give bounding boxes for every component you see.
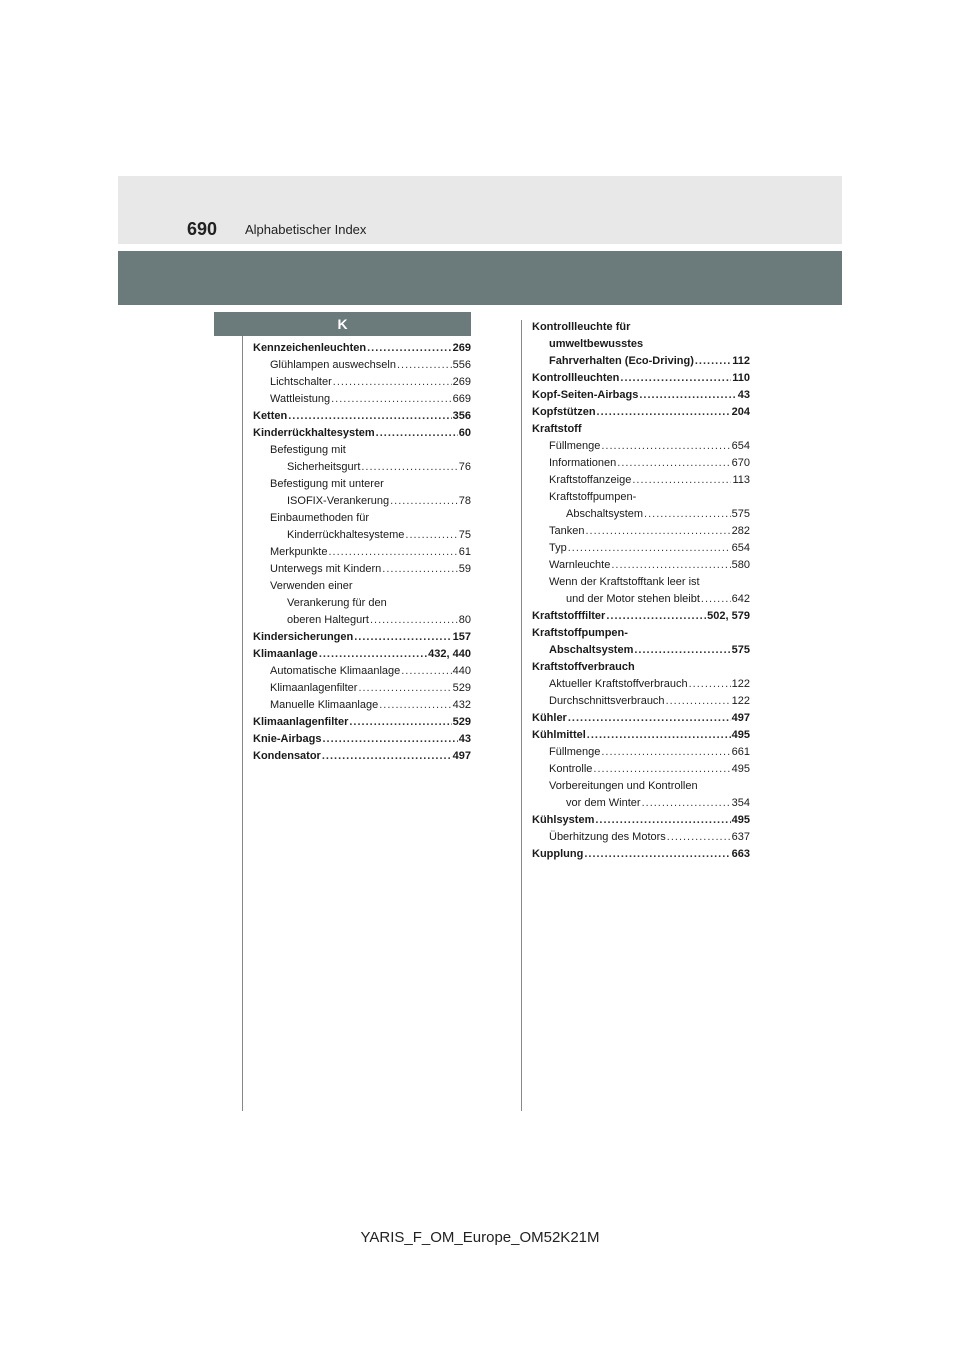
index-entry-term: ISOFIX-Verankerung: [287, 495, 390, 507]
index-entry: [532, 829, 750, 846]
dot-leader: [593, 761, 730, 778]
index-entry-term: Aktueller Kraftstoffverbrauch: [549, 678, 688, 690]
index-entry: [253, 697, 471, 714]
index-entry-page: 76: [458, 461, 471, 473]
index-entry-page: 432, 440: [428, 648, 471, 660]
index-entry-term: Fahrverhalten (Eco-Driving): [549, 355, 694, 367]
index-entry: [532, 472, 750, 489]
index-entry: [253, 357, 471, 374]
index-column-right: [532, 319, 750, 863]
index-entry: [253, 561, 471, 578]
dot-leader: [597, 404, 731, 421]
index-entry-term: Kühlsystem: [532, 814, 595, 826]
index-entry-page: 440: [452, 665, 471, 677]
dot-leader: [689, 676, 731, 693]
index-entry: [253, 459, 471, 476]
index-entry-page: 110: [732, 372, 750, 384]
dot-leader: [568, 710, 731, 727]
dot-leader: [358, 680, 451, 697]
dot-leader: [601, 438, 730, 455]
index-entry-term: oberen Haltegurt: [287, 614, 369, 626]
index-entry: [532, 353, 750, 370]
index-entry-page: 529: [452, 682, 471, 694]
index-entry-term: Kraftstofffilter: [532, 610, 606, 622]
index-entry-term: und der Motor stehen bleibt: [566, 593, 700, 605]
index-entry-page: 495: [731, 814, 750, 826]
index-entry-heading: Verwenden einer: [270, 580, 353, 592]
index-entry-page: 78: [458, 495, 471, 507]
index-entry-heading: Kraftstoff: [532, 423, 582, 435]
column-divider-left: [242, 336, 243, 1111]
dot-leader: [405, 527, 457, 544]
index-entry-page: 495: [731, 729, 750, 741]
index-entry-page: 670: [731, 457, 750, 469]
index-entry-term: Abschaltsystem: [549, 644, 634, 656]
dot-leader: [401, 663, 451, 680]
index-entry-term: Kupplung: [532, 848, 584, 860]
index-entry: [253, 748, 471, 765]
index-entry: [532, 744, 750, 761]
index-entry-heading: Wenn der Kraftstofftank leer ist: [549, 576, 700, 588]
index-entry-page: 529: [452, 716, 471, 728]
dot-leader: [568, 540, 731, 557]
index-entry-page: 575: [731, 508, 750, 520]
dot-leader: [606, 608, 706, 625]
index-entry: [532, 404, 750, 421]
index-entry-term: Ketten: [253, 410, 288, 422]
dot-leader: [632, 472, 731, 489]
index-letter-tab: K: [214, 312, 471, 336]
index-entry-page: 269: [452, 376, 471, 388]
index-entry-page: 432: [452, 699, 471, 711]
index-entry-page: 354: [731, 797, 750, 809]
index-entry: [532, 812, 750, 829]
index-entry-page: 495: [731, 763, 750, 775]
index-entry: [253, 646, 471, 663]
index-entry: [253, 663, 471, 680]
dot-leader: [667, 829, 731, 846]
dot-leader: [288, 408, 451, 425]
section-title: Alphabetischer Index: [245, 222, 367, 237]
index-entry-heading: Kraftstoffpumpen-: [549, 491, 637, 503]
index-entry-heading: Befestigung mit unterer: [270, 478, 384, 490]
index-entry-term: Abschaltsystem: [566, 508, 644, 520]
index-entry-term: Kondensator: [253, 750, 321, 762]
index-entry: [253, 629, 471, 646]
index-entry-page: 113: [732, 474, 750, 486]
index-entry-heading: Vorbereitungen und Kontrollen: [549, 780, 698, 792]
dot-leader: [397, 357, 452, 374]
index-entry-term: Warnleuchte: [549, 559, 611, 571]
index-entry-heading: Kraftstoffverbrauch: [532, 661, 635, 673]
dot-leader: [666, 693, 731, 710]
index-entry-page: 43: [737, 389, 750, 401]
index-entry-page: 502, 579: [707, 610, 750, 622]
index-entry-term: Kopf-Seiten-Airbags: [532, 389, 639, 401]
dot-leader: [390, 493, 458, 510]
dot-leader: [382, 561, 457, 578]
index-entry: [532, 795, 750, 812]
index-entry-term: Typ: [549, 542, 567, 554]
index-entry-term: Durchschnittsverbrauch: [549, 695, 665, 707]
index-entry: [532, 846, 750, 863]
index-entry-term: Automatische Klimaanlage: [270, 665, 401, 677]
index-entry-term: Überhitzung des Motors: [549, 831, 666, 843]
index-entry-term: Knie-Airbags: [253, 733, 322, 745]
dot-leader: [587, 727, 731, 744]
column-divider-right: [521, 320, 522, 1111]
index-entry-term: Kinderrückhaltesysteme: [287, 529, 405, 541]
dot-leader: [701, 591, 731, 608]
index-entry-page: 654: [731, 440, 750, 452]
dot-leader: [584, 846, 730, 863]
index-entry: [532, 727, 750, 744]
index-entry-term: Kühler: [532, 712, 567, 724]
index-entry-term: Wattleistung: [270, 393, 331, 405]
index-entry-heading: Verankerung für den: [287, 597, 387, 609]
header-band: [118, 176, 842, 244]
dot-leader: [595, 812, 730, 829]
page-number: 690: [187, 219, 218, 239]
index-entry: [532, 438, 750, 455]
index-entry: [532, 761, 750, 778]
index-entry-term: Kontrolle: [549, 763, 593, 775]
index-entry-term: Klimaanlagenfilter: [253, 716, 349, 728]
dot-leader: [642, 795, 731, 812]
dot-leader: [601, 744, 730, 761]
index-entry: [532, 370, 750, 387]
index-entry-page: 654: [731, 542, 750, 554]
index-entry-page: 580: [731, 559, 750, 571]
index-entry-heading: Befestigung mit: [270, 444, 346, 456]
index-entry-page: 661: [731, 746, 750, 758]
index-entry-heading: Kraftstoffpumpen-: [532, 627, 628, 639]
index-entry-term: Kennzeichenleuchten: [253, 342, 367, 354]
index-entry-page: 497: [452, 750, 471, 762]
index-entry: [532, 693, 750, 710]
index-entry-heading: umweltbewusstes: [549, 338, 644, 350]
index-entry-term: Füllmenge: [549, 746, 601, 758]
index-entry-term: Lichtschalter: [270, 376, 332, 388]
index-entry-page: 637: [731, 831, 750, 843]
index-entry-term: Kinderrückhaltesystem: [253, 427, 375, 439]
dot-leader: [639, 387, 736, 404]
dot-leader: [585, 523, 730, 540]
index-entry-page: 61: [458, 546, 471, 558]
index-entry: [532, 506, 750, 523]
index-entry: [253, 493, 471, 510]
index-entry-page: 269: [452, 342, 471, 354]
index-entry-term: Kindersicherungen: [253, 631, 354, 643]
index-entry: [253, 374, 471, 391]
index-entry-term: Sicherheitsgurt: [287, 461, 361, 473]
dot-leader: [322, 748, 452, 765]
dot-leader: [370, 612, 458, 629]
index-entry-page: 122: [731, 678, 750, 690]
dot-leader: [695, 353, 731, 370]
dot-leader: [376, 425, 458, 442]
index-entry-page: 642: [731, 593, 750, 605]
index-entry-page: 157: [452, 631, 471, 643]
index-entry: [253, 425, 471, 442]
index-entry: [253, 714, 471, 731]
index-entry-term: Glühlampen auswechseln: [270, 359, 396, 371]
dot-leader: [644, 506, 731, 523]
index-entry-term: Informationen: [549, 457, 617, 469]
index-entry-page: 669: [452, 393, 471, 405]
index-entry: [253, 527, 471, 544]
dot-leader: [354, 629, 451, 646]
index-entry: [253, 612, 471, 629]
index-entry-term: vor dem Winter: [566, 797, 641, 809]
index-entry: [253, 391, 471, 408]
index-entry-page: 204: [731, 406, 750, 418]
index-entry-term: Merkpunkte: [270, 546, 328, 558]
index-entry-term: Kühlmittel: [532, 729, 586, 741]
dot-leader: [617, 455, 730, 472]
index-entry-term: Unterwegs mit Kindern: [270, 563, 382, 575]
dot-leader: [611, 557, 730, 574]
index-entry: [532, 676, 750, 693]
document-code: YARIS_F_OM_Europe_OM52K21M: [360, 1229, 600, 1246]
index-entry-page: 575: [731, 644, 750, 656]
index-entry-term: Kontrollleuchten: [532, 372, 620, 384]
index-entry: [253, 340, 471, 357]
index-entry-page: 75: [458, 529, 471, 541]
index-entry-term: Manuelle Klimaanlage: [270, 699, 379, 711]
index-entry: [532, 523, 750, 540]
index-entry: [253, 731, 471, 748]
dot-leader: [331, 391, 452, 408]
dot-leader: [361, 459, 457, 476]
index-entry: [253, 544, 471, 561]
index-entry: [532, 540, 750, 557]
index-entry-page: 497: [731, 712, 750, 724]
header-bar: [118, 251, 842, 305]
index-entry: [532, 557, 750, 574]
index-entry-page: 80: [458, 614, 471, 626]
dot-leader: [367, 340, 452, 357]
index-entry-page: 356: [452, 410, 471, 422]
index-entry: [253, 680, 471, 697]
index-entry-page: 122: [731, 695, 750, 707]
index-entry-term: Klimaanlage: [253, 648, 318, 660]
index-entry-page: 43: [458, 733, 471, 745]
index-entry: [532, 710, 750, 727]
dot-leader: [634, 642, 730, 659]
index-entry-heading: Kontrollleuchte für: [532, 321, 631, 333]
index-entry-page: 663: [731, 848, 750, 860]
index-entry-heading: Einbaumethoden für: [270, 512, 370, 524]
dot-leader: [322, 731, 457, 748]
dot-leader: [319, 646, 427, 663]
dot-leader: [328, 544, 457, 561]
index-entry: [532, 608, 750, 625]
index-entry-term: Kraftstoffanzeige: [549, 474, 632, 486]
index-entry: [532, 642, 750, 659]
dot-leader: [333, 374, 452, 391]
index-entry-term: Klimaanlagenfilter: [270, 682, 358, 694]
index-entry-term: Tanken: [549, 525, 585, 537]
dot-leader: [379, 697, 451, 714]
index-entry: [253, 408, 471, 425]
index-entry-page: 282: [731, 525, 750, 537]
index-entry: [532, 591, 750, 608]
index-entry: [532, 387, 750, 404]
index-entry-page: 112: [732, 355, 750, 367]
index-column-left: [253, 340, 471, 765]
index-entry-term: Füllmenge: [549, 440, 601, 452]
index-entry-page: 60: [458, 427, 471, 439]
dot-leader: [349, 714, 451, 731]
index-entry-page: 59: [458, 563, 471, 575]
index-entry: [532, 455, 750, 472]
dot-leader: [620, 370, 731, 387]
index-entry-term: Kopfstützen: [532, 406, 596, 418]
index-entry-page: 556: [452, 359, 471, 371]
